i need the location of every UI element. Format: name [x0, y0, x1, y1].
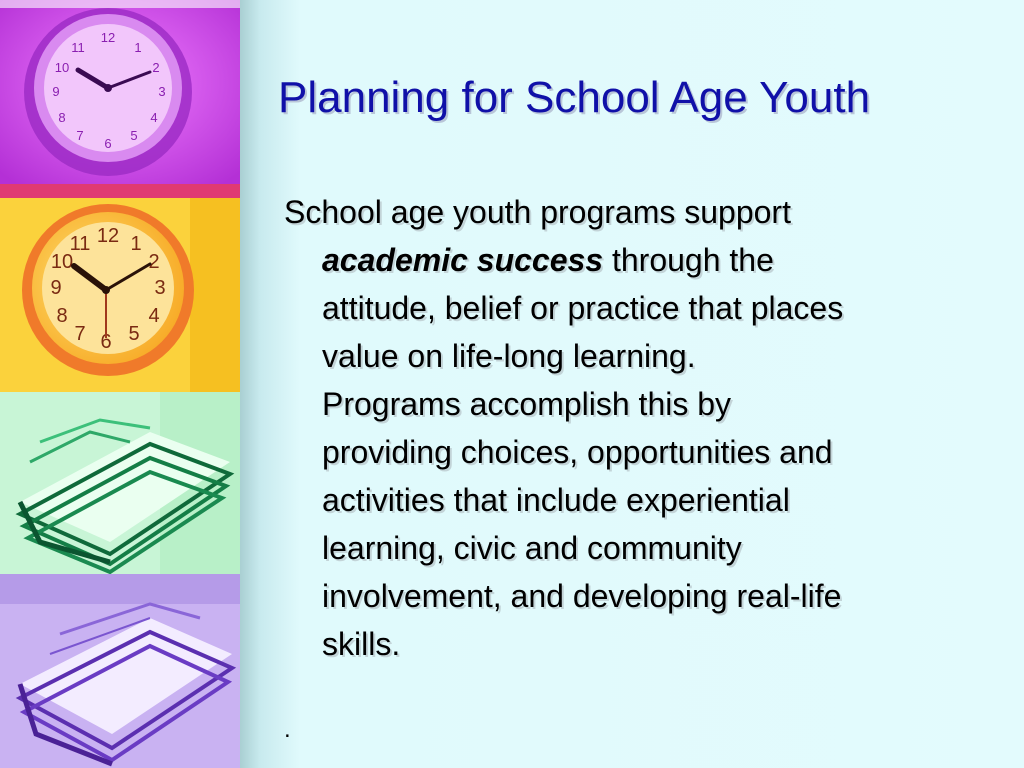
academic-success-emphasis: academic success [322, 242, 604, 278]
svg-text:11: 11 [69, 233, 91, 255]
body-line-8: learning, civic and community [322, 530, 742, 566]
svg-text:2: 2 [148, 251, 160, 273]
body-line-10: skills. [322, 626, 401, 662]
svg-text:12: 12 [96, 225, 120, 247]
svg-text:11: 11 [71, 40, 85, 55]
books-lavender-image [0, 574, 240, 768]
svg-text:1: 1 [130, 233, 142, 255]
svg-text:3: 3 [158, 84, 166, 99]
svg-text:8: 8 [56, 305, 68, 327]
body-line-3: attitude, belief or practice that places [322, 290, 844, 326]
books-green-image [0, 392, 240, 574]
slide-title: Planning for School Age Youth [278, 73, 871, 122]
body-line-1: School age youth programs support [284, 194, 791, 230]
svg-text:8: 8 [58, 110, 66, 125]
body-line-2 [284, 236, 1004, 284]
svg-text:4: 4 [150, 110, 158, 125]
svg-text:9: 9 [50, 277, 62, 299]
body-line-4: value on life-long learning. [322, 338, 696, 374]
svg-text:2: 2 [152, 60, 160, 75]
tile-divider [0, 184, 240, 198]
svg-text:10: 10 [54, 60, 70, 75]
body-line-9: involvement, and developing real-life [322, 578, 842, 614]
image-strip [0, 0, 240, 768]
svg-text:12: 12 [100, 30, 116, 45]
svg-text:9: 9 [52, 84, 60, 99]
body-line-7: activities that include experiential [322, 482, 790, 518]
svg-text:6: 6 [104, 136, 112, 151]
svg-text:3: 3 [154, 277, 166, 299]
body-line-5: Programs accomplish this by [322, 386, 732, 422]
svg-text:5: 5 [128, 323, 140, 345]
clock-orange-image [0, 198, 240, 392]
svg-text:1: 1 [134, 40, 142, 55]
svg-text:10: 10 [50, 251, 74, 273]
body-line-6: providing choices, opportunities and [322, 434, 833, 470]
svg-text:4: 4 [148, 305, 160, 327]
svg-text:7: 7 [76, 128, 84, 143]
trailing-period: . [284, 716, 291, 743]
slide-body [284, 188, 1004, 668]
svg-text:5: 5 [130, 128, 138, 143]
svg-text:6: 6 [100, 331, 112, 353]
clock-purple-image [0, 0, 240, 184]
body-line-2-rest: through the [603, 242, 774, 278]
svg-text:7: 7 [74, 323, 86, 345]
